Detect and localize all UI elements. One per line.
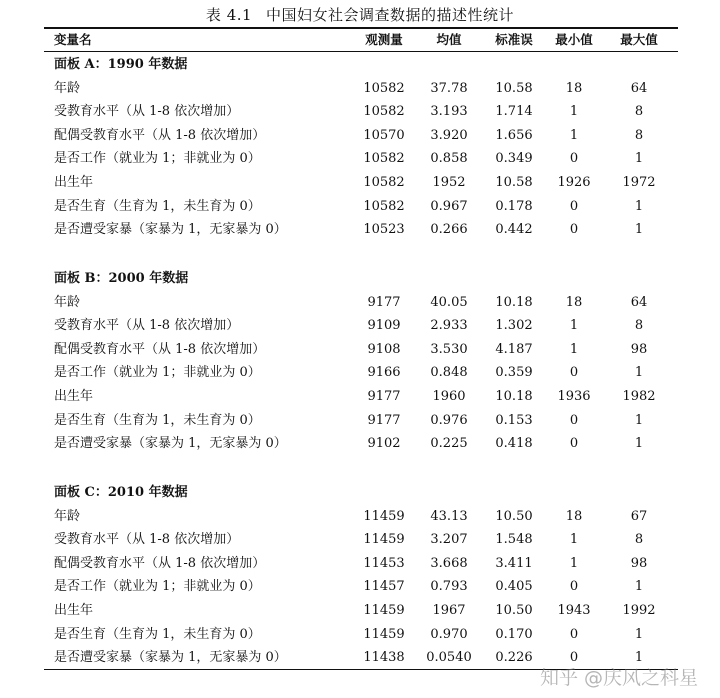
mean-value: 1967 [432,603,466,618]
panel-title-text: 面板 C：2010 年数据 [54,485,188,500]
min-value: 0 [569,365,579,381]
variable-name: 是否工作（就业为 1；非就业为 0） [54,579,261,595]
sd-value: 1.656 [495,127,533,143]
mean-value: 43.13 [430,508,468,524]
obs-value: 9102 [367,436,401,452]
max-value: 8 [634,104,644,120]
variable-name: 受教育水平（从 1-8 依次增加） [54,532,240,548]
header-rule [44,51,678,52]
mean-value: 0.793 [430,579,468,595]
min-value: 18 [565,508,583,524]
table-row [44,361,678,385]
obs-value: 9108 [367,341,401,357]
table-row [44,528,678,552]
min-value: 0 [569,412,579,428]
obs-value: 9166 [367,365,401,381]
obs-value: 10582 [363,104,405,120]
min-value: 0 [569,436,579,452]
min-value: 1 [569,341,579,357]
table-row [44,338,678,362]
obs-value: 9109 [367,318,401,334]
mean-value: 0.970 [430,626,468,642]
header-obs: 观测量 [365,32,403,47]
sd-value: 10.18 [495,294,533,310]
table-row [44,147,678,171]
min-value: 18 [565,294,583,310]
header-max: 最大值 [620,32,658,47]
mean-value: 3.530 [430,341,468,357]
watermark: 知乎 @庆风之科星 [539,667,698,689]
obs-value: 10523 [363,222,405,238]
table-caption [0,4,720,25]
max-value: 1 [634,626,644,642]
panel-title-text: 面板 B：2000 年数据 [54,271,189,286]
panel-title-text: 面板 A：1990 年数据 [54,57,188,72]
max-value: 64 [630,294,648,310]
min-value: 1 [569,532,579,548]
obs-value: 9177 [367,294,401,310]
variable-name: 是否遭受家暴（家暴为 1，无家暴为 0） [54,222,287,238]
variable-name: 年龄 [54,508,81,524]
header-row [44,28,678,52]
min-value: 1936 [557,389,591,404]
sd-value: 1.714 [495,104,533,120]
max-value: 8 [634,318,644,334]
sd-value: 0.405 [495,579,533,595]
header-min: 最小值 [555,32,593,47]
min-value: 0 [569,151,579,167]
table-row [44,171,678,195]
header-variable: 变量名 [54,32,92,47]
obs-value: 10582 [363,198,405,214]
sd-value: 0.349 [495,151,533,167]
table-row [44,623,678,647]
mean-value: 1960 [432,389,466,404]
obs-value: 10582 [363,175,405,190]
variable-name: 是否生育（生育为 1，未生育为 0） [54,412,261,428]
variable-name: 是否生育（生育为 1，未生育为 0） [54,198,261,214]
panel-title [44,481,678,505]
min-value: 0 [569,198,579,214]
variable-name: 是否遭受家暴（家暴为 1，无家暴为 0） [54,650,287,666]
min-value: 1 [569,318,579,334]
obs-value: 9177 [367,389,401,404]
sd-value: 10.50 [495,603,533,618]
max-value: 98 [630,341,648,357]
variable-name: 年龄 [54,294,81,310]
table-row [44,552,678,576]
table-number: 表 4.1 [205,6,253,24]
mean-value: 0.967 [430,198,468,214]
min-value: 1 [569,104,579,120]
max-value: 1 [634,412,644,428]
sd-value: 4.187 [495,341,533,357]
min-value: 0 [569,650,579,666]
obs-value: 10582 [363,80,405,96]
mean-value: 37.78 [430,80,468,96]
obs-value: 11453 [363,555,405,571]
max-value: 1 [634,579,644,595]
mean-value: 3.920 [430,127,468,143]
mean-value: 0.858 [430,151,468,167]
table-title: 中国妇女社会调查数据的描述性统计 [266,6,515,24]
variable-name: 配偶受教育水平（从 1-8 依次增加） [54,341,266,357]
panel-title [44,53,678,77]
table-row [44,195,678,219]
variable-name: 受教育水平（从 1-8 依次增加） [54,104,240,120]
obs-value: 10582 [363,151,405,167]
obs-value: 11459 [363,532,405,548]
variable-name: 年龄 [54,80,81,96]
obs-value: 11459 [363,626,405,642]
min-value: 0 [569,579,579,595]
mean-value: 2.933 [430,318,468,334]
max-value: 8 [634,532,644,548]
table-row [44,314,678,338]
table-row [44,218,678,242]
header-sd: 标准误 [495,32,533,47]
max-value: 1 [634,365,644,381]
obs-value: 11438 [363,650,405,666]
obs-value: 11457 [363,579,405,595]
variable-name: 出生年 [54,603,94,618]
sd-value: 0.418 [495,436,533,452]
sd-value: 10.18 [495,389,533,404]
mean-value: 0.266 [430,222,468,238]
max-value: 1 [634,151,644,167]
mean-value: 3.193 [430,104,468,120]
table-row [44,124,678,148]
min-value: 0 [569,626,579,642]
min-value: 1926 [557,175,591,190]
mean-value: 1952 [432,175,466,190]
sd-value: 0.359 [495,365,533,381]
sd-value: 0.178 [495,198,533,214]
variable-name: 出生年 [54,389,94,404]
sd-value: 1.302 [495,318,533,334]
variable-name: 受教育水平（从 1-8 依次增加） [54,318,240,334]
sd-value: 1.548 [495,532,533,548]
table-row [44,291,678,315]
mean-value: 3.668 [430,555,468,571]
table-row [44,100,678,124]
mean-value: 40.05 [430,294,468,310]
sd-value: 0.442 [495,222,533,238]
table-row [44,385,678,409]
max-value: 1982 [622,389,656,404]
variable-name: 是否生育（生育为 1，未生育为 0） [54,626,261,642]
sd-value: 3.411 [495,555,533,571]
mean-value: 3.207 [430,532,468,548]
obs-value: 9177 [367,412,401,428]
sd-value: 10.50 [495,508,533,524]
obs-value: 10570 [363,127,405,143]
max-value: 67 [630,508,648,524]
variable-name: 配偶受教育水平（从 1-8 依次增加） [54,127,266,143]
max-value: 1 [634,222,644,238]
max-value: 64 [630,80,648,96]
min-value: 1 [569,127,579,143]
mean-value: 0.848 [430,365,468,381]
table-row [44,599,678,623]
max-value: 1 [634,436,644,452]
table-row [44,432,678,456]
obs-value: 11459 [363,603,405,618]
variable-name: 出生年 [54,175,94,190]
sd-value: 0.170 [495,626,533,642]
table-row [44,505,678,529]
header-mean: 均值 [436,32,462,47]
table-row [44,409,678,433]
min-value: 0 [569,222,579,238]
table-row [44,575,678,599]
variable-name: 配偶受教育水平（从 1-8 依次增加） [54,555,266,571]
variable-name: 是否工作（就业为 1；非就业为 0） [54,151,261,167]
min-value: 1 [569,555,579,571]
sd-value: 10.58 [495,175,533,190]
sd-value: 0.153 [495,412,533,428]
table-row [44,77,678,101]
panel-title [44,267,678,291]
max-value: 1972 [622,175,656,190]
max-value: 1 [634,198,644,214]
mean-value: 0.0540 [426,650,472,666]
min-value: 18 [565,80,583,96]
sd-value: 10.58 [495,80,533,96]
max-value: 1 [634,650,644,666]
max-value: 98 [630,555,648,571]
mean-value: 0.225 [430,436,468,452]
sd-value: 0.226 [495,650,533,666]
variable-name: 是否遭受家暴（家暴为 1，无家暴为 0） [54,436,287,452]
variable-name: 是否工作（就业为 1；非就业为 0） [54,365,261,381]
min-value: 1943 [557,603,591,618]
mean-value: 0.976 [430,412,468,428]
max-value: 1992 [622,603,656,618]
obs-value: 11459 [363,508,405,524]
max-value: 8 [634,127,644,143]
